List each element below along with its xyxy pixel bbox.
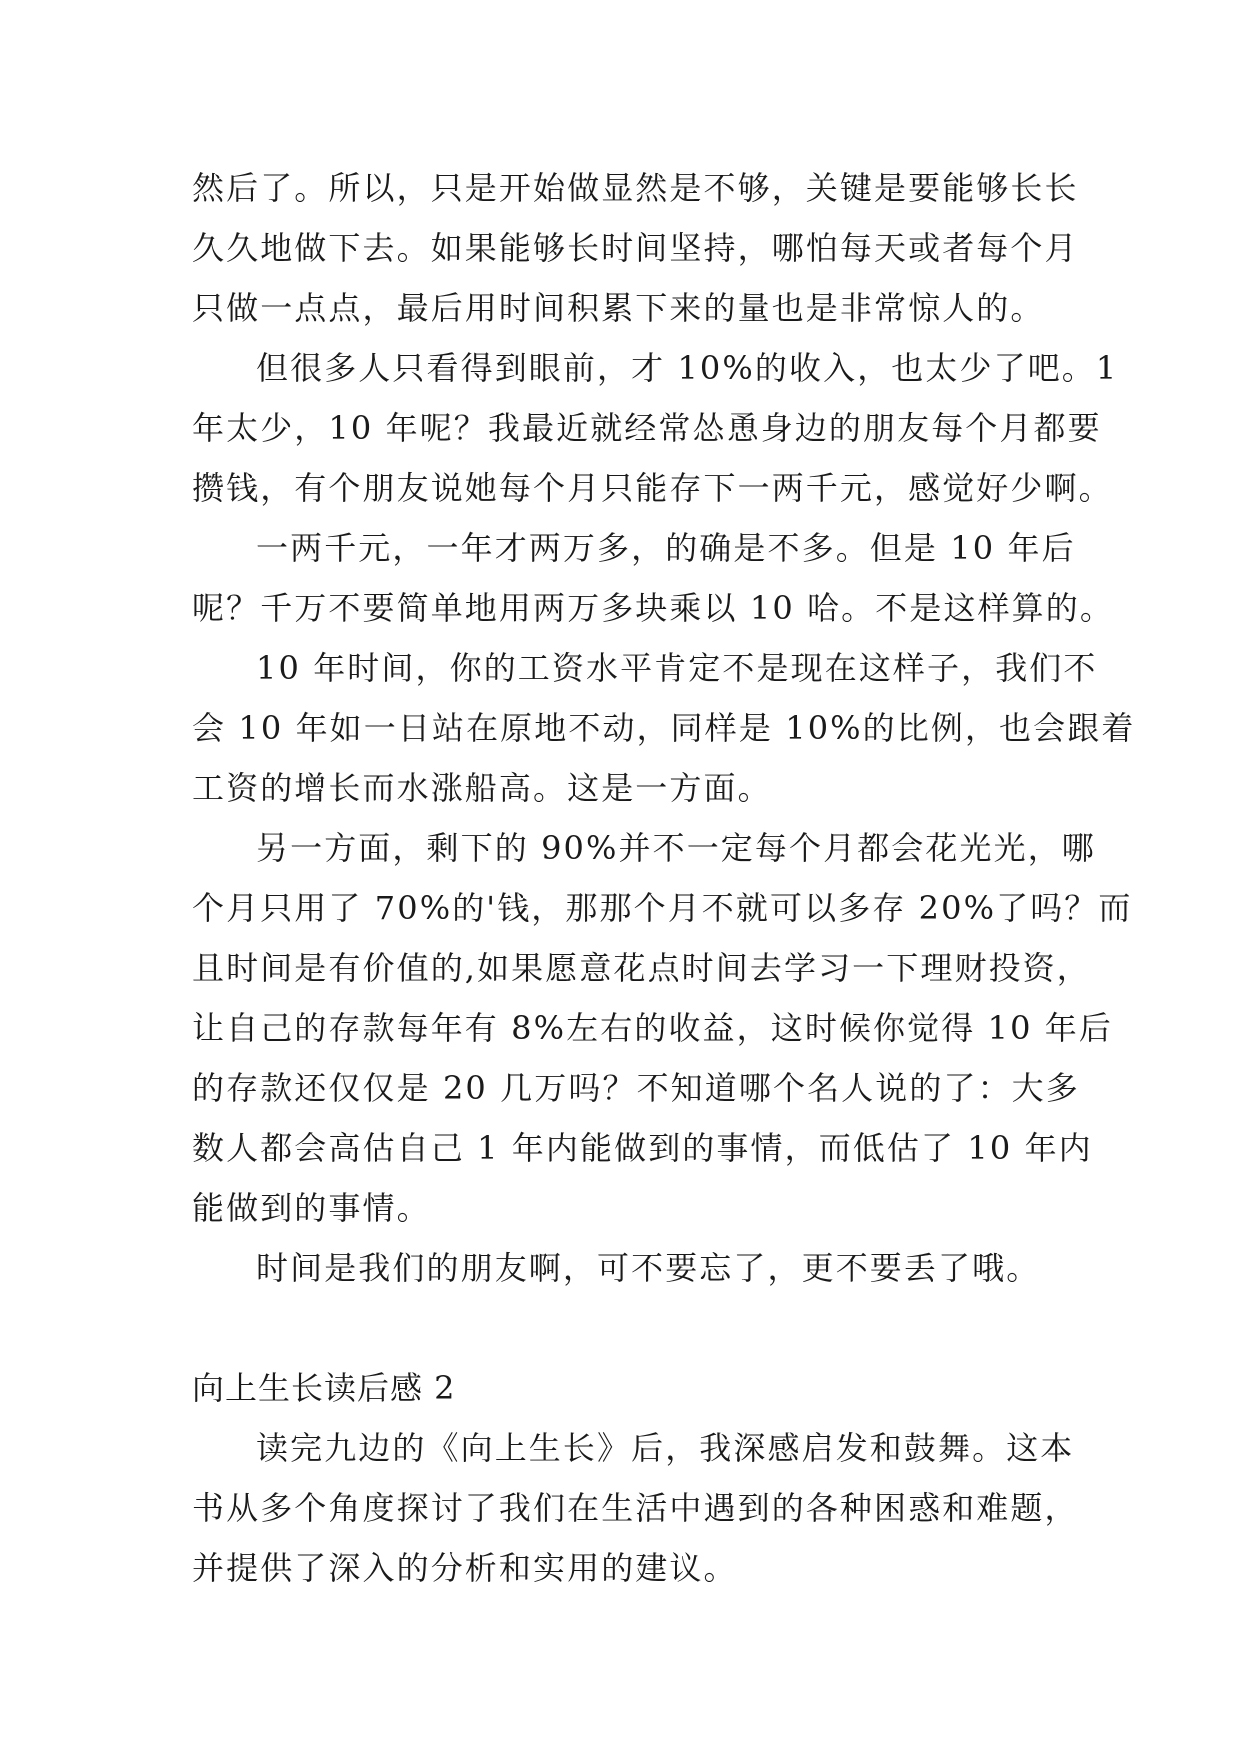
- text-line: 时间是我们的朋友啊，可不要忘了，更不要丢了哦。: [256, 1249, 1041, 1287]
- paragraph: [192, 1238, 1052, 1298]
- text-line: 年太少，10 年呢？我最近就经常怂恿身边的朋友每个月都要: [192, 409, 1102, 447]
- text-line: 并提供了深入的分析和实用的建议。: [192, 1549, 738, 1587]
- paragraph: [192, 818, 1133, 1238]
- text-line: 攒钱，有个朋友说她每个月只能存下一两千元，感觉好少啊。: [192, 469, 1113, 507]
- text-line: 读完九边的《向上生长》后，我深感启发和鼓舞。这本: [256, 1429, 1075, 1467]
- text-line: 的存款还仅仅是 20 几万吗？不知道哪个名人说的了：大多: [192, 1069, 1080, 1107]
- text-line: 然后了。所以，只是开始做显然是不够，关键是要能够长长: [192, 169, 1079, 207]
- text-line: 个月只用了 70%的'钱，那那个月不就可以多存 20%了吗？而: [192, 889, 1133, 927]
- paragraph: [192, 638, 1136, 818]
- text-line: 但很多人只看得到眼前，才 10%的收入，也太少了吧。1: [256, 349, 1119, 387]
- text-line: 10 年时间，你的工资水平肯定不是现在这样子，我们不: [256, 649, 1098, 687]
- text-line: 久久地做下去。如果能够长时间坚持，哪怕每天或者每个月: [192, 229, 1079, 267]
- paragraph: [192, 1418, 1079, 1598]
- text-line: 只做一点点，最后用时间积累下来的量也是非常惊人的。: [192, 289, 1045, 327]
- paragraph: [192, 518, 1114, 638]
- section-spacer: [192, 1298, 1052, 1358]
- paragraph: [192, 158, 1079, 338]
- text-line: 能做到的事情。: [192, 1189, 431, 1227]
- text-line: 让自己的存款每年有 8%左右的收益，这时候你觉得 10 年后: [192, 1009, 1114, 1047]
- paragraph: [192, 338, 1119, 518]
- text-line: 数人都会高估自己 1 年内能做到的事情，而低估了 10 年内: [192, 1129, 1093, 1167]
- text-line: 工资的增长而水涨船高。这是一方面。: [192, 769, 772, 807]
- text-line: 且时间是有价值的,如果愿意花点时间去学习一下理财投资，: [192, 949, 1091, 987]
- document-page: [192, 158, 1136, 1598]
- text-line: 书从多个角度探讨了我们在生活中遇到的各种困惑和难题，: [192, 1489, 1079, 1527]
- section-title: 向上生长读后感 2: [192, 1369, 456, 1407]
- text-line: 会 10 年如一日站在原地不动，同样是 10%的比例，也会跟着: [192, 709, 1136, 747]
- text-line: 一两千元，一年才两万多，的确是不多。但是 10 年后: [256, 529, 1076, 567]
- text-line: 另一方面，剩下的 90%并不一定每个月都会花光光，哪: [256, 829, 1096, 867]
- text-line: 呢？千万不要简单地用两万多块乘以 10 哈。不是这样算的。: [192, 589, 1114, 627]
